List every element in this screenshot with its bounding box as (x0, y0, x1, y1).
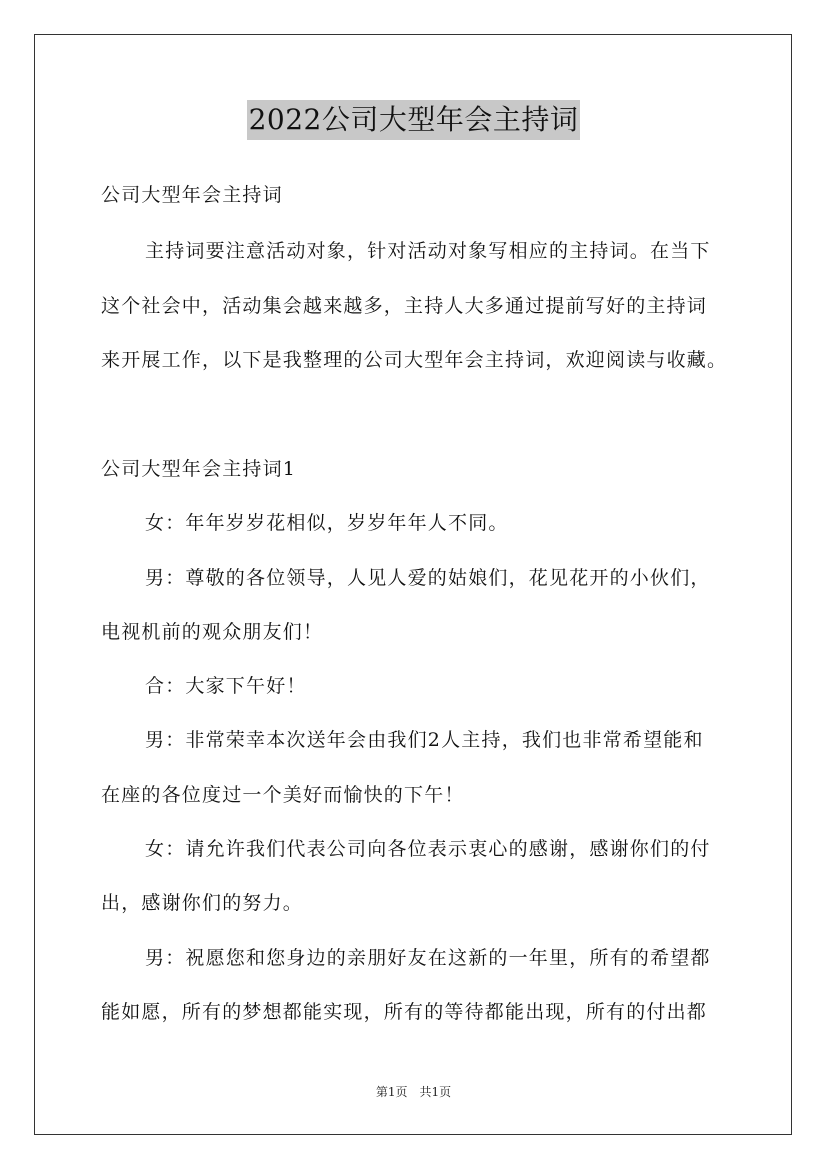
page-footer: 第1页 共1页 (375, 1085, 452, 1099)
dialogue-line: 男：祝愿您和您身边的亲朋好友在这新的一年里，所有的希望都 (145, 947, 711, 969)
title-wrap (0, 100, 827, 140)
dialogue-line: 女：请允许我们代表公司向各位表示衷心的感谢，感谢你们的付 (145, 838, 711, 860)
dialogue-line: 在座的各位度过一个美好而愉快的下午！ (101, 784, 465, 806)
dialogue-line: 出，感谢你们的努力。 (101, 892, 304, 914)
dialogue-line: 能如愿，所有的梦想都能实现，所有的等待都能出现，所有的付出都 (101, 1001, 708, 1023)
intro-line: 这个社会中，活动集会越来越多，主持人大多通过提前写好的主持词 (101, 295, 708, 317)
dialogue-line: 男：非常荣幸本次送年会由我们2人主持，我们也非常希望能和 (145, 729, 704, 751)
intro-line: 来开展工作，以下是我整理的公司大型年会主持词，欢迎阅读与收藏。 (101, 349, 728, 371)
dialogue-line: 女：年年岁岁花相似，岁岁年年人不同。 (145, 512, 509, 534)
dialogue-line: 合：大家下午好！ (145, 675, 307, 697)
intro-line: 主持词要注意活动对象，针对活动对象写相应的主持词。在当下 (145, 240, 711, 262)
subtitle: 公司大型年会主持词 (101, 184, 283, 206)
dialogue-line: 男：尊敬的各位领导，人见人爱的姑娘们，花见花开的小伙们， (145, 567, 711, 589)
document-title: 2022公司大型年会主持词 (247, 100, 581, 140)
dialogue-line: 电视机前的观众朋友们！ (101, 621, 324, 643)
section-heading: 公司大型年会主持词1 (101, 458, 297, 480)
